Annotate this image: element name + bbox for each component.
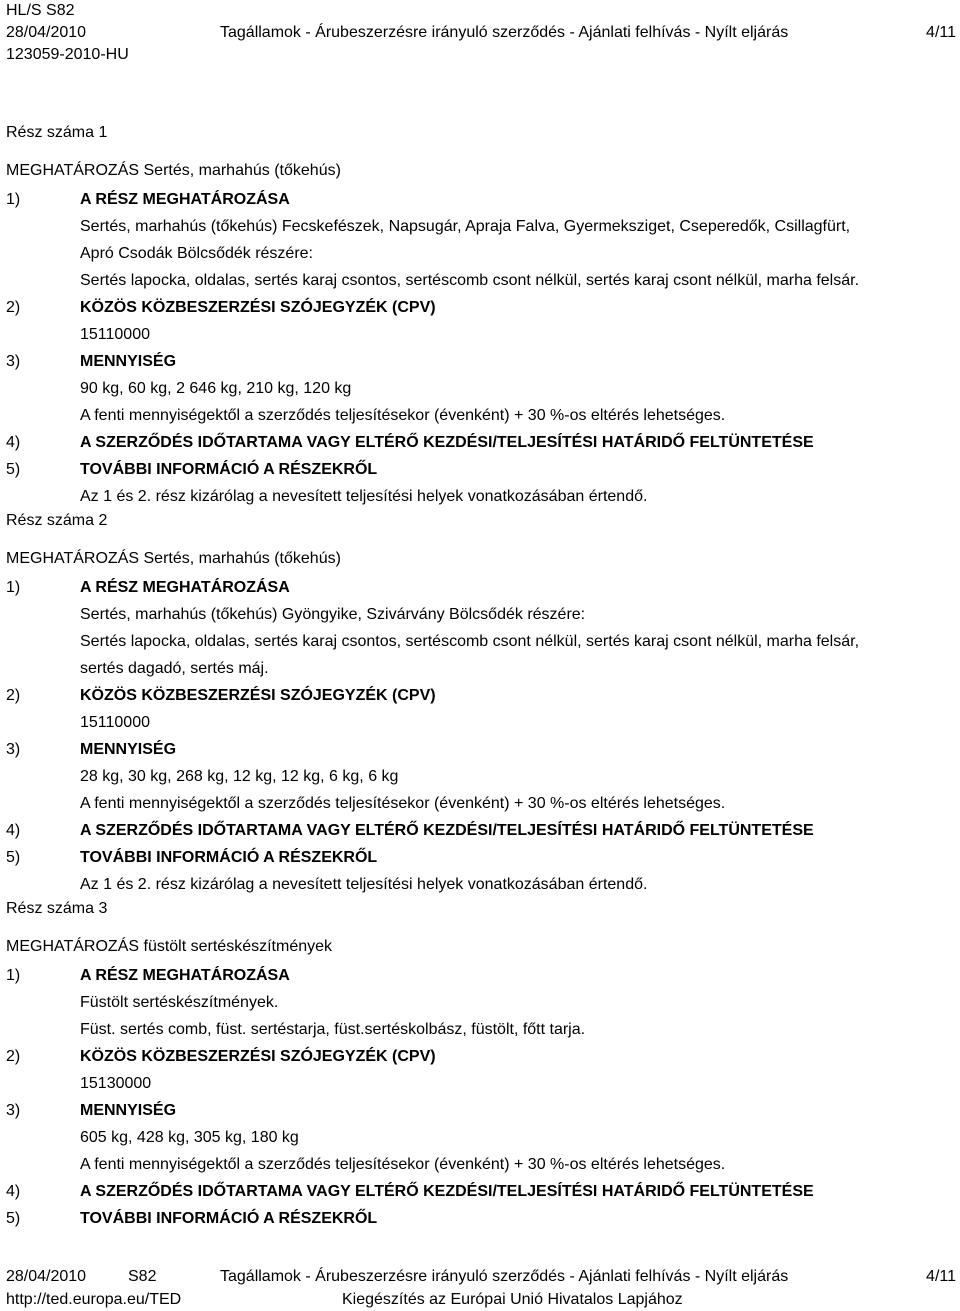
item-text-line: Füstölt sertéskészítmények. [80,994,279,1011]
item-text-line: sertés dagadó, sertés máj. [80,660,269,677]
item-number: 5) [6,1210,21,1227]
item-number: 4) [6,1183,21,1200]
item-number: 1) [6,191,21,208]
item-number: 3) [6,353,21,370]
footer-date: 28/04/2010 [6,1268,87,1285]
lot-item [6,348,956,429]
item-text-line: A fenti mennyiségektől a szerződés teljesítésekor (évenként) + 30 %-os eltérés lehetséges. [80,1156,726,1173]
header-title: Tagállamok - Árubeszerzésre irányuló szerződés - Ajánlati felhívás - Nyílt eljárás [220,24,789,41]
footer-page-number: 4/11 [926,1268,956,1285]
item-heading: KÖZÖS KÖZBESZERZÉSI SZÓJEGYZÉK (CPV) [80,1048,436,1065]
lot-definition: MEGHATÁROZÁS füstölt sertéskészítmények [6,938,333,955]
lot-item [6,844,956,898]
item-text-line: Az 1 és 2. rész kizárólag a nevesített teljesítési helyek vonatkozásában értendő. [80,876,648,893]
header-date: 28/04/2010 [6,24,87,41]
page-header [6,0,956,66]
item-text-line: A fenti mennyiségektől a szerződés teljesítésekor (évenként) + 30 %-os eltérés lehetséges. [80,407,726,424]
item-text-line: Apró Csodák Bölcsődék részére: [80,245,313,262]
item-heading: MENNYISÉG [80,353,177,370]
lot-item [6,736,956,817]
item-text-line: 15110000 [80,326,150,343]
lot-item [6,1205,956,1232]
item-number: 5) [6,849,21,866]
header-row-title [6,22,956,44]
lot-item [6,456,956,510]
document-body [6,122,956,1232]
item-number: 2) [6,1048,21,1065]
notice-id: 123059-2010-HU [6,46,129,63]
lot-item [6,294,956,348]
item-heading: A RÉSZ MEGHATÁROZÁSA [80,967,290,984]
item-number: 1) [6,579,21,596]
item-text-line: Sertés lapocka, oldalas, sertés karaj csontos, sertéscomb csont nélkül, sertés karaj csont nélkül, marha felsár, [80,633,860,650]
item-number: 2) [6,299,21,316]
doc-code: HL/S S82 [6,2,75,19]
footer-row-title [6,1265,956,1288]
item-heading: KÖZÖS KÖZBESZERZÉSI SZÓJEGYZÉK (CPV) [80,687,436,704]
page-footer [6,1265,956,1311]
lot-items [6,574,956,898]
lot-section [6,898,956,1232]
lot-definition: MEGHATÁROZÁS Sertés, marhahús (tőkehús) [6,550,341,567]
lot-number: Rész száma 1 [6,124,108,141]
item-heading: TOVÁBBI INFORMÁCIÓ A RÉSZEKRŐL [80,461,378,478]
item-number: 5) [6,461,21,478]
header-row-notice [6,44,956,66]
header-page-number: 4/11 [926,24,956,41]
item-heading: TOVÁBBI INFORMÁCIÓ A RÉSZEKRŐL [80,1210,378,1227]
lot-item [6,682,956,736]
item-number: 3) [6,741,21,758]
item-text-line: Sertés, marhahús (tőkehús) Fecskefészek, Napsugár, Apraja Falva, Gyermeksziget, Cseperedők, Csillagfürt, [80,218,851,235]
lot-section [6,122,956,510]
item-text-line: 28 kg, 30 kg, 268 kg, 12 kg, 12 kg, 6 kg, 6 kg [80,768,399,785]
item-heading: A RÉSZ MEGHATÁROZÁSA [80,579,290,596]
item-number: 2) [6,687,21,704]
header-row-code [6,0,956,22]
lot-item [6,1097,956,1178]
item-number: 3) [6,1102,21,1119]
footer-publisher: Kiegészítés az Európai Unió Hivatalos Lapjához [342,1291,683,1308]
item-number: 4) [6,822,21,839]
lot-item [6,1178,956,1205]
item-heading: A SZERZŐDÉS IDŐTARTAMA VAGY ELTÉRŐ KEZDÉSI/TELJESÍTÉSI HATÁRIDŐ FELTÜNTETÉSE [80,822,814,839]
item-text-line: 15130000 [80,1075,152,1092]
item-text-line: A fenti mennyiségektől a szerződés teljesítésekor (évenként) + 30 %-os eltérés lehetséges. [80,795,726,812]
lot-item [6,817,956,844]
lot-number: Rész száma 3 [6,900,108,917]
item-heading: MENNYISÉG [80,1102,177,1119]
lot-item [6,429,956,456]
lot-items [6,962,956,1232]
item-text-line: Sertés lapocka, oldalas, sertés karaj csontos, sertéscomb csont nélkül, sertés karaj csont nélkül, marha felsár. [80,272,860,289]
item-text-line: 15110000 [80,714,150,731]
item-text-line: 90 kg, 60 kg, 2 646 kg, 210 kg, 120 kg [80,380,352,397]
lot-item [6,1043,956,1097]
item-heading: A SZERZŐDÉS IDŐTARTAMA VAGY ELTÉRŐ KEZDÉSI/TELJESÍTÉSI HATÁRIDŐ FELTÜNTETÉSE [80,1183,814,1200]
lot-definition: MEGHATÁROZÁS Sertés, marhahús (tőkehús) [6,162,341,179]
item-heading: MENNYISÉG [80,741,177,758]
item-number: 4) [6,434,21,451]
item-heading: TOVÁBBI INFORMÁCIÓ A RÉSZEKRŐL [80,849,378,866]
item-text-line: Az 1 és 2. rész kizárólag a nevesített teljesítési helyek vonatkozásában értendő. [80,488,648,505]
lot-item [6,186,956,294]
footer-url[interactable]: http://ted.europa.eu/TED [6,1291,182,1308]
footer-title: Tagállamok - Árubeszerzésre irányuló szerződés - Ajánlati felhívás - Nyílt eljárás [220,1268,789,1285]
footer-series: S82 [128,1268,157,1285]
lot-items [6,186,956,510]
lot-item [6,962,956,1043]
item-text-line: 605 kg, 428 kg, 305 kg, 180 kg [80,1129,299,1146]
item-heading: A RÉSZ MEGHATÁROZÁSA [80,191,290,208]
item-number: 1) [6,967,21,984]
footer-row-source [6,1288,956,1311]
lot-section [6,510,956,898]
lot-number: Rész száma 2 [6,512,108,529]
item-heading: KÖZÖS KÖZBESZERZÉSI SZÓJEGYZÉK (CPV) [80,299,436,316]
item-heading: A SZERZŐDÉS IDŐTARTAMA VAGY ELTÉRŐ KEZDÉSI/TELJESÍTÉSI HATÁRIDŐ FELTÜNTETÉSE [80,434,814,451]
lot-item [6,574,956,682]
item-text-line: Sertés, marhahús (tőkehús) Gyöngyike, Szivárvány Bölcsődék részére: [80,606,586,623]
item-text-line: Füst. sertés comb, füst. sertéstarja, füst.sertéskolbász, füstölt, főtt tarja. [80,1021,586,1038]
